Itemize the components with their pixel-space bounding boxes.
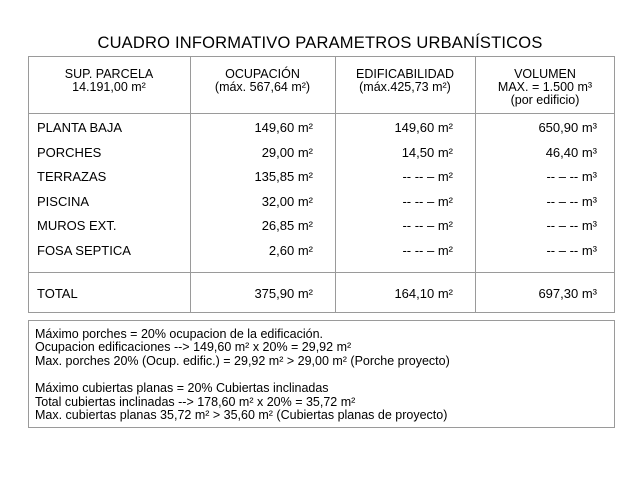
note-line: Máximo cubiertas planas = 20% Cubiertas inclinadas — [35, 381, 329, 395]
total-ocupacion: 375,90 m² — [254, 286, 313, 301]
cell-volumen: -- – -- m³ — [546, 243, 597, 258]
cell-ocupacion: 26,85 m² — [261, 218, 313, 233]
cell-ocupacion: 149,60 m² — [254, 120, 313, 135]
cell-volumen: -- – -- m³ — [546, 194, 597, 209]
note-line: Ocupacion edificaciones --> 149,60 m² x 20% = 29,92 m² — [35, 340, 352, 354]
cell-edificabilidad: 149,60 m² — [394, 120, 453, 135]
header-divider — [28, 113, 615, 114]
cell-volumen: 650,90 m³ — [538, 120, 597, 135]
total-divider — [28, 272, 615, 273]
row-label: PLANTA BAJA — [37, 120, 123, 135]
total-edificabilidad: 164,10 m² — [394, 286, 453, 301]
cell-edificabilidad: -- -- – m² — [402, 169, 453, 184]
row-label: FOSA SEPTICA — [37, 243, 131, 258]
cell-edificabilidad: -- -- – m² — [402, 218, 453, 233]
header-volumen: VOLUMEN MAX. = 1.500 m³ (por edificio) — [497, 67, 593, 107]
cell-edificabilidad: -- -- – m² — [402, 243, 453, 258]
note-line: Máximo porches = 20% ocupacion de la edificación. — [35, 327, 324, 341]
note-line: Max. porches 20% (Ocup. edific.) = 29,92 m² > 29,00 m² (Porche proyecto) — [35, 354, 450, 368]
note-line: Max. cubiertas planas 35,72 m² > 35,60 m² (Cubiertas planas de proyecto) — [35, 408, 448, 422]
row-label: PISCINA — [37, 194, 90, 209]
cell-volumen: 46,40 m³ — [545, 145, 597, 160]
note-line: Total cubiertas inclinadas --> 178,60 m² x 20% = 35,72 m² — [35, 395, 356, 409]
cell-ocupacion: 135,85 m² — [254, 169, 313, 184]
cell-ocupacion: 29,00 m² — [261, 145, 313, 160]
header-ocupacion: OCUPACIÓN (máx. 567,64 m²) — [214, 67, 311, 94]
cell-ocupacion: 32,00 m² — [261, 194, 313, 209]
column-divider — [335, 56, 336, 313]
row-label: PORCHES — [37, 145, 102, 160]
cell-ocupacion: 2,60 m² — [268, 243, 313, 258]
total-label: TOTAL — [37, 286, 78, 301]
cell-volumen: -- – -- m³ — [546, 169, 597, 184]
cell-volumen: -- – -- m³ — [546, 218, 597, 233]
total-volumen: 697,30 m³ — [538, 286, 597, 301]
row-label: MUROS EXT. — [37, 218, 117, 233]
header-sup-parcela: SUP. PARCELA 14.191,00 m² — [64, 67, 154, 94]
cell-edificabilidad: -- -- – m² — [402, 194, 453, 209]
column-divider — [190, 56, 191, 313]
cell-edificabilidad: 14,50 m² — [401, 145, 453, 160]
table-title: CUADRO INFORMATIVO PARAMETROS URBANÍSTICOS — [97, 34, 543, 52]
header-edificabilidad: EDIFICABILIDAD (máx.425,73 m²) — [356, 67, 454, 94]
row-label: TERRAZAS — [37, 169, 107, 184]
